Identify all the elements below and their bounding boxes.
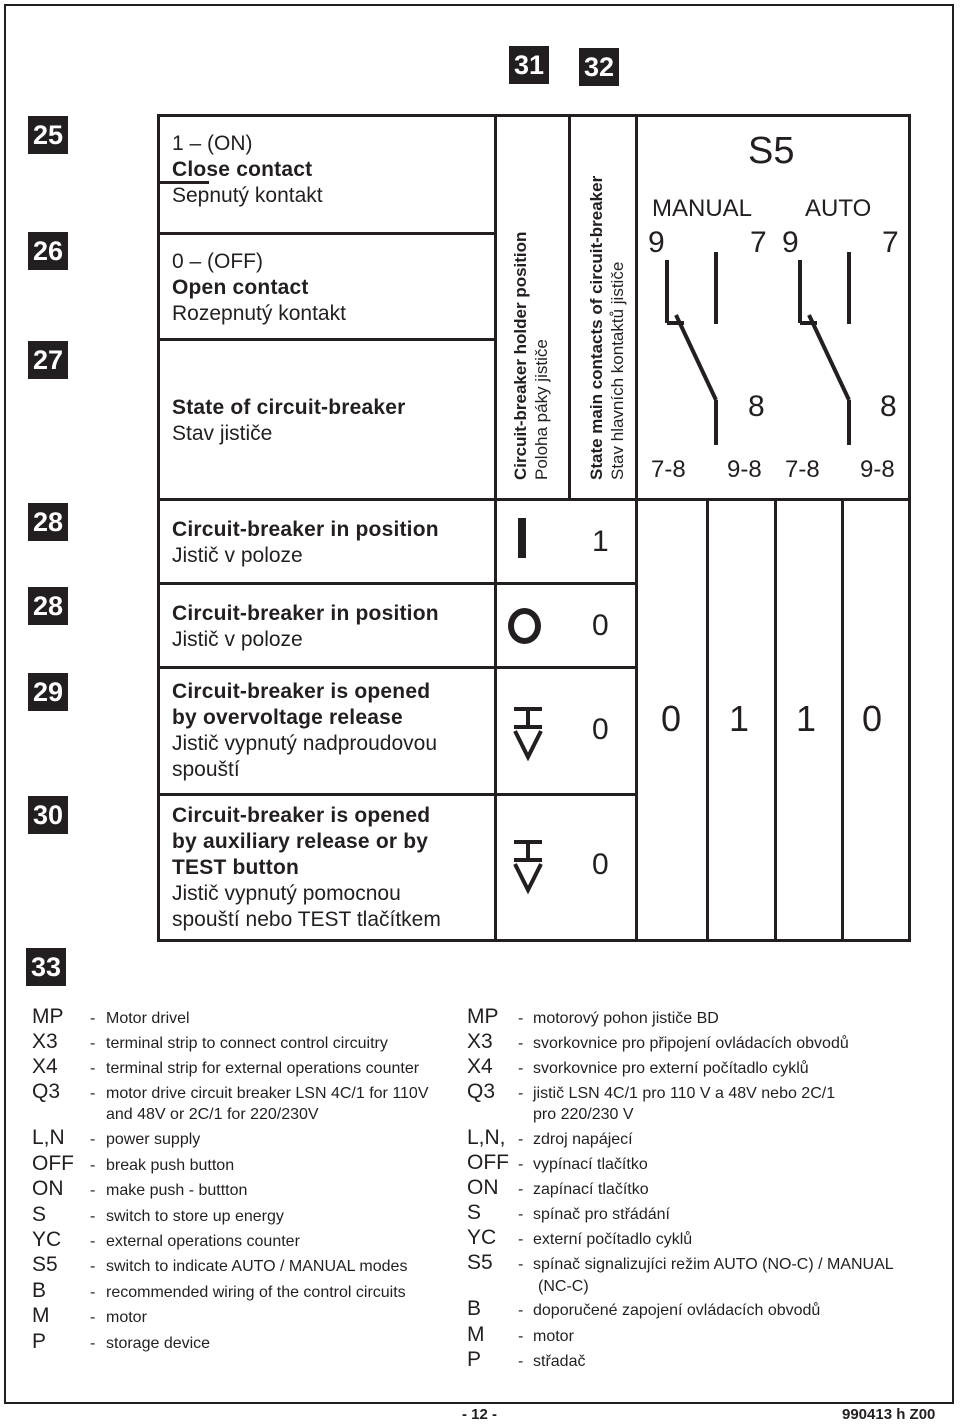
table-divider	[157, 793, 637, 796]
legend-key: X3	[32, 1030, 58, 1053]
legend-text: storage device	[106, 1335, 211, 1352]
row-label-en: by overvoltage release	[172, 706, 403, 729]
legend-dash: -	[90, 1085, 96, 1102]
legend-dash: -	[518, 1256, 524, 1273]
badge-25: 25	[28, 116, 68, 154]
legend-text: jistič LSN 4C/1 pro 110 V a 48V nebo 2C/1	[533, 1085, 836, 1102]
table-divider	[157, 338, 495, 341]
legend-key: S5	[32, 1253, 58, 1276]
legend-dash: -	[518, 1328, 524, 1345]
legend-key: YC	[467, 1226, 497, 1249]
legend-dash: -	[90, 1060, 96, 1077]
legend-text: switch to store up energy	[106, 1208, 284, 1225]
legend-text: spínač pro střádání	[533, 1206, 670, 1223]
terminal-7-manual: 7	[750, 226, 767, 259]
legend-dash: -	[518, 1206, 524, 1223]
trip-release-icon	[511, 705, 545, 761]
legend-text: motorový pohon jističe BD	[533, 1010, 719, 1027]
table-divider	[157, 114, 209, 117]
legend-text: (NC-C)	[538, 1278, 589, 1295]
contact-state: 1	[592, 525, 609, 558]
badge-28: 28	[28, 503, 68, 541]
legend-text: spínač signalizujíci režim AUTO (NO-C) / MANUAL	[533, 1256, 894, 1273]
row-auxiliary-release	[172, 803, 441, 933]
terminal-8-auto: 8	[880, 390, 897, 423]
legend-key: P	[32, 1330, 47, 1353]
contact-state: 0	[592, 609, 609, 642]
lever-on-icon	[518, 518, 526, 558]
table-divider	[157, 666, 637, 669]
row-label-en: Circuit-breaker is opened	[172, 804, 431, 827]
badge-30: 30	[28, 796, 68, 834]
legend-dash: -	[90, 1258, 96, 1275]
legend-text: terminal strip to connect control circuitry	[106, 1035, 388, 1052]
main-contacts-header	[586, 176, 628, 480]
legend-text: terminal strip for external operations counter	[106, 1060, 420, 1077]
table-divider	[157, 582, 637, 585]
legend-key: X4	[467, 1055, 493, 1078]
contact-label-7-8: 7-8	[785, 456, 820, 483]
legend-dash: -	[90, 1208, 96, 1225]
badge-33: 33	[26, 948, 66, 986]
legend-dash: -	[518, 1181, 524, 1198]
holder-position-header	[510, 232, 552, 480]
terminal-9-auto: 9	[782, 226, 799, 259]
main-contacts-en: State main contacts of circuit-breaker	[587, 175, 606, 480]
row-label-cz: Jistič vypnutý pomocnou	[172, 882, 401, 905]
main-contacts-cz: Stav hlavních kontaktů jističe	[608, 261, 627, 480]
table-divider	[635, 114, 638, 942]
legend-text: make push - buttton	[106, 1182, 248, 1199]
table-divider	[568, 114, 571, 498]
s5-title: S5	[748, 130, 795, 172]
s5-value: 1	[729, 698, 750, 739]
legend-text: svorkovnice pro externí počítadlo cyklů	[533, 1060, 809, 1077]
legend-key: B	[467, 1297, 482, 1320]
legend-dash: -	[518, 1231, 524, 1248]
legend-key: L,N	[32, 1126, 65, 1149]
legend-dash: -	[518, 1353, 524, 1370]
on-state-cell	[172, 131, 323, 209]
s5-value: 0	[862, 698, 883, 739]
legend-text: zdroj napájecí	[533, 1131, 633, 1148]
legend-key: ON	[32, 1177, 64, 1200]
legend-text: pro 220/230 V	[533, 1106, 634, 1123]
row-label-en: Circuit-breaker in position	[172, 602, 439, 625]
legend-key: P	[467, 1348, 482, 1371]
legend-key: M	[32, 1304, 50, 1327]
row-label-en: Circuit-breaker in position	[172, 518, 439, 541]
legend-key: B	[32, 1279, 47, 1302]
contact-label-7-8: 7-8	[651, 456, 686, 483]
legend-key: Q3	[32, 1080, 61, 1103]
legend-key: S	[467, 1201, 482, 1224]
table-divider	[157, 498, 911, 501]
legend-dash: -	[518, 1156, 524, 1173]
terminal-8-manual: 8	[748, 390, 765, 423]
table-divider	[774, 498, 777, 942]
s5-value: 0	[661, 698, 682, 739]
legend-dash: -	[518, 1035, 524, 1052]
legend-text: motor drive circuit breaker LSN 4C/1 for 110V	[106, 1085, 429, 1102]
off-label-cz: Rozepnutý kontakt	[172, 302, 346, 325]
row-label-cz: Jistič vypnutý nadproudovou	[172, 732, 437, 755]
document-code: 990413 h Z00	[842, 1406, 936, 1423]
legend-text: externí počítadlo cyklů	[533, 1231, 693, 1248]
row-label-en: TEST button	[172, 856, 300, 879]
legend-dash: -	[518, 1085, 524, 1102]
row-label-en: Circuit-breaker is opened	[172, 680, 431, 703]
holder-position-cz: Poloha páky jističe	[532, 339, 551, 480]
legend-text: zapínací tlačítko	[533, 1181, 649, 1198]
row-label-cz: Jistič v poloze	[172, 628, 303, 651]
legend-dash: -	[90, 1010, 96, 1027]
contact-label-9-8: 9-8	[727, 456, 762, 483]
s5-switch-symbol	[640, 240, 920, 460]
off-label: 0 – (OFF)	[172, 250, 264, 273]
row-label-cz: Jistič v poloze	[172, 544, 303, 567]
state-label-en: State of circuit-breaker	[172, 396, 406, 419]
legend-text: and 48V or 2C/1 for 220/230V	[106, 1106, 319, 1123]
manual-label: MANUAL	[652, 195, 753, 222]
auto-label: AUTO	[805, 195, 872, 222]
legend-text: recommended wiring of the control circuits	[106, 1284, 406, 1301]
legend-text: střadač	[533, 1353, 586, 1370]
legend-key: OFF	[32, 1152, 74, 1175]
terminal-9-manual: 9	[648, 226, 665, 259]
table-divider	[706, 498, 709, 942]
table-divider	[494, 114, 497, 942]
legend-text: power supply	[106, 1131, 201, 1148]
on-label-cz: Sepnutý kontakt	[172, 184, 323, 207]
legend-key: OFF	[467, 1151, 509, 1174]
off-state-cell	[172, 249, 346, 327]
table-divider	[157, 232, 495, 235]
legend-text: doporučené zapojení ovládacích obvodů	[533, 1302, 821, 1319]
legend-key: MP	[467, 1005, 499, 1028]
contact-label-9-8: 9-8	[860, 456, 895, 483]
legend-dash: -	[90, 1335, 96, 1352]
badge-29: 29	[28, 673, 68, 711]
legend-text: svorkovnice pro připojení ovládacích obvodů	[533, 1035, 849, 1052]
off-label-en: Open contact	[172, 276, 309, 299]
row-label-en: by auxiliary release or by	[172, 830, 429, 853]
state-label-cz: Stav jističe	[172, 422, 273, 445]
legend-dash: -	[518, 1302, 524, 1319]
badge-28: 28	[28, 587, 68, 625]
badge-27: 27	[28, 341, 68, 379]
legend-dash: -	[90, 1182, 96, 1199]
legend-key: M	[467, 1323, 485, 1346]
legend-key: YC	[32, 1228, 62, 1251]
holder-position-en: Circuit-breaker holder position	[511, 231, 530, 480]
legend-text: motor	[106, 1309, 147, 1326]
legend-dash: -	[518, 1010, 524, 1027]
row-overvoltage	[172, 679, 437, 783]
legend-key: S5	[467, 1251, 493, 1274]
legend-text: break push button	[106, 1157, 235, 1174]
legend-key: MP	[32, 1005, 64, 1028]
badge-32: 32	[579, 48, 619, 86]
s5-value: 1	[796, 698, 817, 739]
legend-dash: -	[90, 1233, 96, 1250]
terminal-7-auto: 7	[882, 226, 899, 259]
legend-dash: -	[90, 1284, 96, 1301]
legend-key: X4	[32, 1055, 58, 1078]
on-label: 1 – (ON)	[172, 132, 253, 155]
legend-dash: -	[518, 1060, 524, 1077]
legend-key: S	[32, 1203, 47, 1226]
legend-text: switch to indicate AUTO / MANUAL modes	[106, 1258, 408, 1275]
lever-off-icon	[508, 608, 541, 644]
legend-dash: -	[90, 1035, 96, 1052]
contact-state: 0	[592, 713, 609, 746]
state-cell	[172, 395, 406, 447]
legend-text: vypínací tlačítko	[533, 1156, 648, 1173]
legend-dash: -	[90, 1157, 96, 1174]
table-divider	[841, 498, 844, 942]
page-number: - 12 -	[462, 1406, 498, 1423]
row-label-cz: spouští nebo TEST tlačítkem	[172, 908, 441, 931]
legend-key: ON	[467, 1176, 499, 1199]
legend-text: external operations counter	[106, 1233, 300, 1250]
legend-text: Motor drivel	[106, 1010, 190, 1027]
row-label-cz: spouští	[172, 758, 240, 781]
row-position-off	[172, 601, 439, 653]
legend-key: X3	[467, 1030, 493, 1053]
legend-key: Q3	[467, 1080, 496, 1103]
contact-state: 0	[592, 848, 609, 881]
trip-release-icon	[511, 838, 545, 894]
on-label-en: Close contact	[172, 158, 313, 181]
legend-dash: -	[518, 1131, 524, 1148]
legend-text: motor	[533, 1328, 574, 1345]
badge-26: 26	[28, 232, 68, 270]
legend-dash: -	[90, 1131, 96, 1148]
row-position-on	[172, 517, 439, 569]
legend-key: L,N,	[467, 1126, 506, 1149]
badge-31: 31	[509, 46, 549, 84]
legend-dash: -	[90, 1309, 96, 1326]
